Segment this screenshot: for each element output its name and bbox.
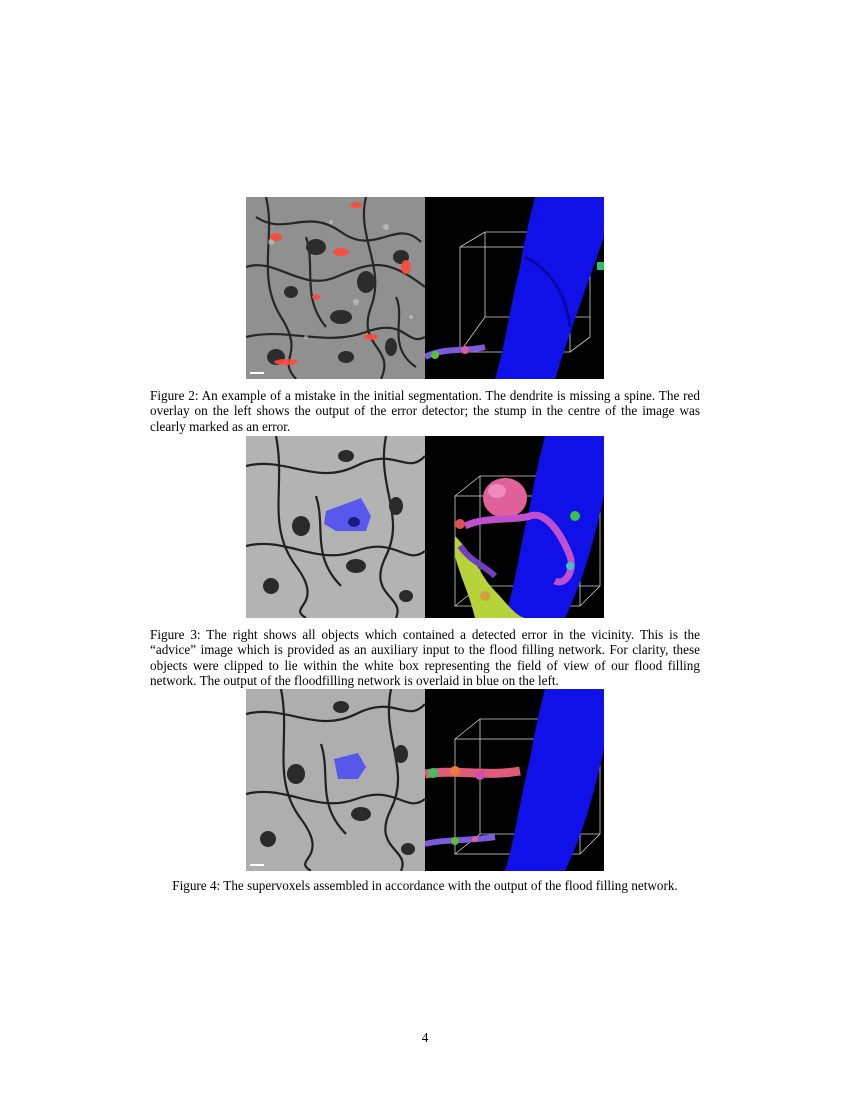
figure-4-caption: Figure 4: The supervoxels assembled in accordance with the output of the flood filling network. xyxy=(172,878,678,893)
advice-objects-3d-render xyxy=(425,436,604,618)
em-micrograph-with-small-overlay xyxy=(246,689,425,871)
figure-3-3d-panel xyxy=(425,436,604,618)
page-number: 4 xyxy=(421,1030,429,1045)
figure-4-em-panel xyxy=(246,689,425,871)
figure-4-images xyxy=(246,689,604,871)
figure-3-images xyxy=(246,436,604,618)
figure-2-3d-panel xyxy=(425,197,604,379)
figure-4-3d-panel xyxy=(425,689,604,871)
dendrite-3d-render xyxy=(425,197,604,379)
figure-2-caption: Figure 2: An example of a mistake in the initial segmentation. The dendrite is missing a spine. The red overlay on the left shows the output of the error detector; the stump in the centre of the image was clearly marked as an error. xyxy=(150,388,700,434)
figure-3-em-panel xyxy=(246,436,425,618)
em-micrograph-with-error-overlay xyxy=(246,197,425,379)
em-micrograph-with-blue-overlay xyxy=(246,436,425,618)
assembled-supervoxels-3d-render xyxy=(425,689,604,871)
figure-2-em-panel xyxy=(246,197,425,379)
figure-2-images xyxy=(246,197,604,379)
figure-3-caption: Figure 3: The right shows all objects which contained a detected error in the vicinity. This is the “advice” image which is provided as an auxiliary input to the flood filling network. For clarity, these objects were clipped to lie within the white box representing the field of view of our flood filling network. The output of the floodfilling network is overlaid in blue on the left. xyxy=(150,627,700,689)
